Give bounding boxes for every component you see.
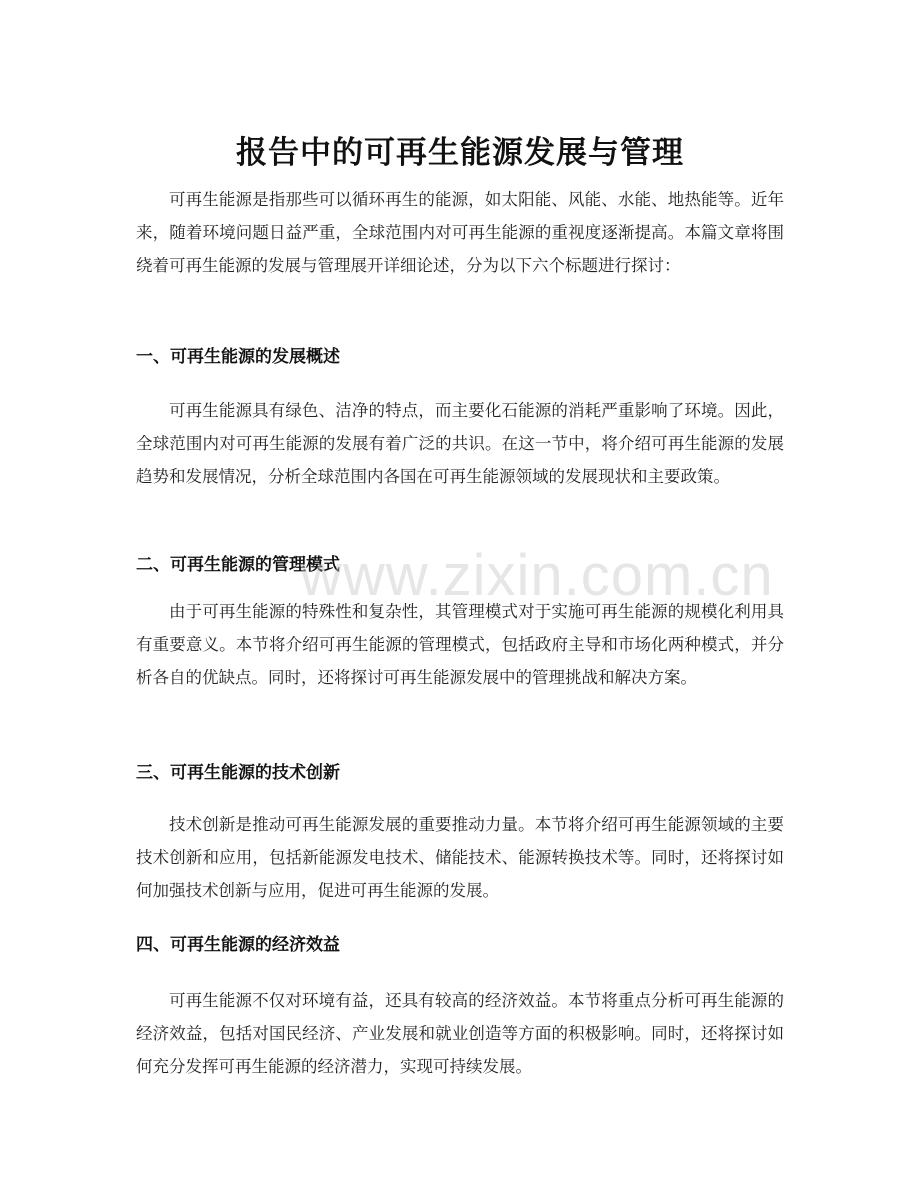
document-title: 报告中的可再生能源发展与管理 bbox=[236, 134, 684, 171]
section-body-1: 可再生能源具有绿色、洁净的特点，而主要化石能源的消耗严重影响了环境。因此，全球范围内对可再生能源的发展有着广泛的共识。在这一节中，将介绍可再生能源的发展趋势和发展情况，分析全球范围内各国在可再生能源领域的发展现状和主要政策。 bbox=[136, 401, 784, 486]
intro-paragraph: 可再生能源是指那些可以循环再生的能源，如太阳能、风能、水能、地热能等。近年来，随着环境问题日益严重，全球范围内对可再生能源的重视度逐渐提高。本篇文章将围绕着可再生能源的发展与管理展开详细论述，分为以下六个标题进行探讨： bbox=[136, 190, 784, 275]
section-heading-1: 一、可再生能源的发展概述 bbox=[136, 347, 340, 367]
section-heading-3: 三、可再生能源的技术创新 bbox=[136, 763, 340, 783]
section-body-2: 由于可再生能源的特殊性和复杂性，其管理模式对于实施可再生能源的规模化利用具有重要意义。本节将介绍可再生能源的管理模式，包括政府主导和市场化两种模式，并分析各自的优缺点。同时，还将探讨可再生能源发展中的管理挑战和解决方案。 bbox=[136, 602, 784, 687]
watermark: www.zixin.com.cn bbox=[300, 543, 774, 608]
section-body-4: 可再生能源不仅对环境有益，还具有较高的经济效益。本节将重点分析可再生能源的经济效益，包括对国民经济、产业发展和就业创造等方面的积极影响。同时，还将探讨如何充分发挥可再生能源的经济潜力，实现可持续发展。 bbox=[136, 991, 784, 1076]
section-body-3: 技术创新是推动可再生能源发展的重要推动力量。本节将介绍可再生能源领域的主要技术创新和应用，包括新能源发电技术、储能技术、能源转换技术等。同时，还将探讨如何加强技术创新与应用，促进可再生能源的发展。 bbox=[136, 815, 784, 900]
section-heading-4: 四、可再生能源的经济效益 bbox=[136, 935, 340, 955]
section-heading-2: 二、可再生能源的管理模式 bbox=[136, 555, 340, 575]
